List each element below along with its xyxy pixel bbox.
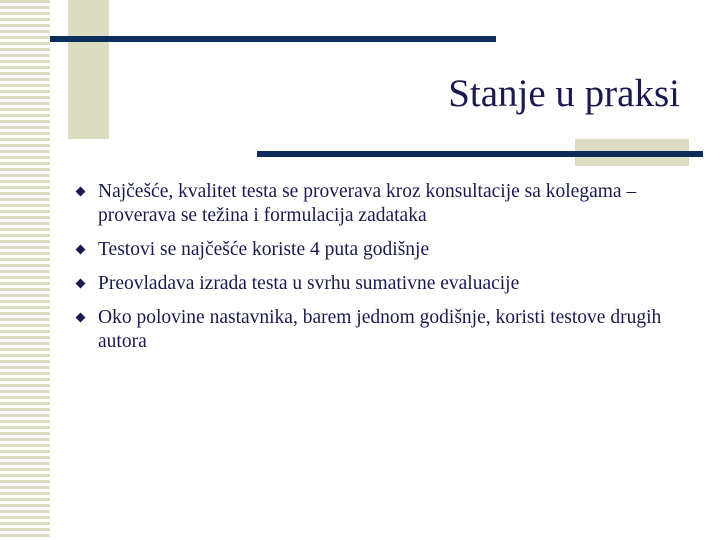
title-rule-bottom xyxy=(257,151,703,157)
title-rule-top xyxy=(50,36,496,42)
diamond-bullet-icon xyxy=(76,279,86,289)
bullet-item xyxy=(76,238,676,262)
slide-title: Stanje u praksi xyxy=(448,72,680,115)
bullet-text: Najčešće, kvalitet testa se proverava kroz konsultacije sa kolegama – proverava se težina i formulacija zadataka xyxy=(98,181,637,226)
bullet-item xyxy=(76,180,676,228)
bullet-text: Testovi se najčešće koriste 4 puta godišnje xyxy=(98,239,430,260)
left-stripe-decoration xyxy=(0,0,50,540)
bullet-item xyxy=(76,306,676,354)
diamond-bullet-icon xyxy=(76,245,86,255)
bullet-text: Preovladava izrada testa u svrhu sumativne evaluacije xyxy=(98,273,520,294)
bullet-text: Oko polovine nastavnika, barem jednom godišnje, koristi testove drugih autora xyxy=(98,307,662,352)
bullet-list xyxy=(76,180,676,364)
accent-block-top xyxy=(68,0,109,139)
bullet-item xyxy=(76,272,676,296)
diamond-bullet-icon xyxy=(76,313,86,323)
diamond-bullet-icon xyxy=(76,187,86,197)
